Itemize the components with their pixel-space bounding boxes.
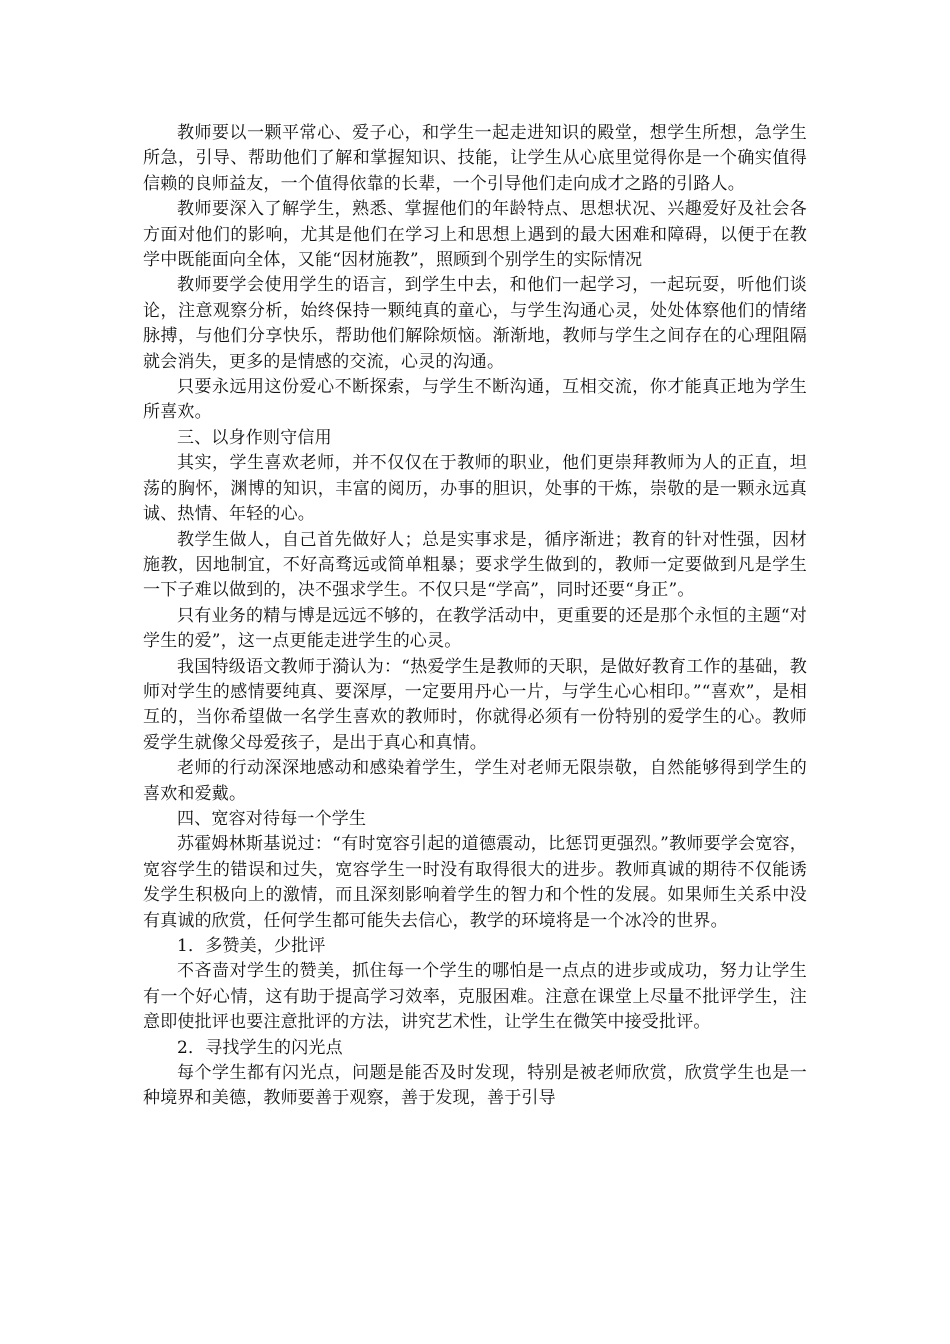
paragraph-4: 只要永远用这份爱心不断探索，与学生不断沟通，互相交流，你才能真正地为学生所喜欢。 [143, 377, 807, 423]
paragraph-11: 不吝啬对学生的赞美，抓住每一个学生的哪怕是一点点的进步或成功，努力让学生有一个好心情，这有助于提高学习效率，克服困难。注意在课堂上尽量不批评学生，注意即使批评也要注意批评的方法，讲究艺术性，让学生在微笑中接受批评。 [143, 961, 807, 1033]
paragraph-8: 我国特级语文教师于漪认为：“热爱学生是教师的天职，是做好教育工作的基础，教师对学生的感情要纯真、要深厚，一定要用丹心一片，与学生心心相印。”“喜欢”，是相互的，当你希望做一名学生喜欢的教师时，你就得必须有一份特别的爱学生的心。教师爱学生就像父母爱孩子，是出于真心和真情。 [143, 656, 807, 753]
subheading-2: 2．寻找学生的闪光点 [177, 1037, 343, 1058]
section-heading-4: 四、宽容对待每一个学生 [177, 808, 367, 829]
section-heading-3: 三、以身作则守信用 [177, 427, 332, 448]
document-body [143, 121, 807, 1112]
paragraph-1: 教师要以一颗平常心、爱子心，和学生一起走进知识的殿堂，想学生所想，急学生所急，引导、帮助他们了解和掌握知识、技能，让学生从心底里觉得你是一个确实值得信赖的良师益友，一个值得依靠的长辈，一个引导他们走向成才之路的引路人。 [143, 123, 807, 194]
paragraph-5: 其实，学生喜欢老师，并不仅仅在于教师的职业，他们更崇拜教师为人的正直，坦荡的胸怀，渊博的知识，丰富的阅历，办事的胆识，处事的干炼，崇敬的是一颗永远真诚、热情、年轻的心。 [143, 453, 807, 525]
paragraph-2: 教师要深入了解学生，熟悉、掌握他们的年龄特点、思想状况、兴趣爱好及社会各方面对他们的影响，尤其是他们在学习上和思想上遇到的最大困难和障碍，以便于在教学中既能面向全体，又能“因材施教”，照顾到个别学生的实际情况 [143, 199, 807, 271]
paragraph-6: 教学生做人，自己首先做好人；总是实事求是，循序渐进；教育的针对性强，因材施教，因地制宜，不好高骛远或简单粗暴；要求学生做到的，教师一定要做到凡是学生一下子难以做到的，决不强求学生。不仅只是“学高”，同时还要“身正”。 [143, 529, 807, 601]
subheading-1: 1．多赞美，少批评 [177, 936, 326, 956]
paragraph-10: 苏霍姆林斯基说过：“有时宽容引起的道德震动，比惩罚更强烈。”教师要学会宽容，宽容学生的错误和过失，宽容学生一时没有取得很大的进步。教师真诚的期待不仅能诱发学生积极向上的激情，而且深刻影响着学生的智力和个性的发展。如果师生关系中没有真诚的欣赏，任何学生都可能失去信心，教学的环境将是一个冰冷的世界。 [143, 834, 807, 931]
paragraph-3: 教师要学会使用学生的语言，到学生中去，和他们一起学习，一起玩耍，听他们谈论，注意观察分析，始终保持一颗纯真的童心，与学生沟通心灵，处处体察他们的情绪脉搏，与他们分享快乐，帮助他们解除烦恼。渐渐地，教师与学生之间存在的心理阻隔就会消失，更多的是情感的交流，心灵的沟通。 [143, 275, 807, 372]
paragraph-7: 只有业务的精与博是远远不够的，在教学活动中，更重要的还是那个永恒的主题“对学生的爱”，这一点更能走进学生的心灵。 [143, 605, 807, 652]
paragraph-12: 每个学生都有闪光点，问题是能否及时发现，特别是被老师欣赏，欣赏学生也是一种境界和美德，教师要善于观察，善于发现，善于引导 [143, 1063, 807, 1109]
paragraph-9: 老师的行动深深地感动和感染着学生，学生对老师无限崇敬，自然能够得到学生的喜欢和爱戴。 [143, 758, 807, 804]
